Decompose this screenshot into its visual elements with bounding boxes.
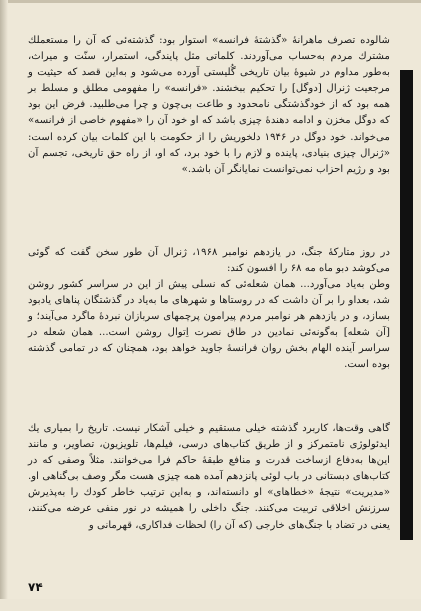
text-column bbox=[28, 33, 390, 611]
paragraph: در روز متارکهٔ جنگ، در یازدهم نوامبر ۱۹۶۸، ژنرال آن طور سخن گفت که گوئی می‌کوشد دبو ماه مه ۶۸ را افسون کند: bbox=[28, 247, 390, 275]
paragraph: گاهی وقت‌ها، کاربرد گذشته خیلی مستقیم و خیلی آشکار نیست. تاریخ را بمیاری یك ایدئولوژی نامتمرکز و از طریق کتاب‌های درسی، فیلم‌ها، تلویزیون، تصاویر، و مانند این‌ها به‌دفاع ازساخت قدرت و منافع طبقهٔ حاکم فرا می‌خوانند. مثلاً وصفی که در کتاب‌های دبستانی در باب لوئی پانزدهم آمده همه چیزی هست مگر وصف بی‌گناهی او. «مدیریت» نتیجهٔ «خطاهای» او دانسته‌اند، و به‌این ترتیب خاطر کودك را به‌پذیرش سرزنش اخلاقی تربیت می‌کنند. جنگ داخلی را همیشه در نور منفی عرضه می‌کنند، یعنی در تضاد با جنگ‌های خارجی (که آن را) لحظات فداکاری، قهرمانی و bbox=[28, 423, 390, 531]
page-number: ۷۴ bbox=[28, 580, 43, 594]
top-rule bbox=[0, 0, 421, 3]
margin-bar bbox=[400, 70, 413, 540]
block-quote: وطن به‌یاد می‌آورد... همان شعله‌ئی که نسلی پیش از این در سراسر کشور روشن شد، بعداو را بر آن داشت که در روستاها و شهرهای ما به‌یاد در گذشتگان پناهای یادبود بسازد، و در یازدهم هر نوامبر مردم پیرامون پرچمهای سربازان نبردهٔ ماگرد می‌آیند؛ و [آن شعله] به‌گونه‌ئی نمادین در طاق نصرت اِتوال روشن است... همان شعله در سراسر آینده الهام بخش روان فرانسهٔ جاوید خواهد بود، همچنان که در تمامی گذشته بوده است. bbox=[28, 279, 390, 371]
paragraph: شالوده تصرف ماهرانهٔ «گذشتهٔ فرانسه» استوار بود: گذشته‌ئی که آن را مستعملك مشترك مردم به‌حساب می‌آوردند. کلماتی مثل پایندگی، استمرار، سنّت و میراث، به‌طور مداوم در شیوهٔ بیان تاریخی گُلیستی آورده می‌شود و به‌این قصد که حیثیت و مرجعیت ژنرال [دوگل] را تحکیم ببخشند. «فرانسه» را مفهومی مطلق و مسلط بر همه بود که از خودگذشتگی نامحدود و طاعت بی‌چون و چرا می‌طلبید. فرض این بود که دوگل مخزن و ادامه دهندهٔ چیزی باشد که او خود آن را «مفهوم خاصی از فرانسه» می‌خواند. خود دوگل در ۱۹۴۶ دلخوریش را از حکومت با این کلمات بیان کرده است: «ژنرال چیزی بنیادی، پاینده و لازم را با خود برد، که او، از راه حق تاریخی، تجسم آن بود و رژیم احزاب نمی‌توانست نمایانگر آن باشد.» bbox=[28, 35, 391, 175]
spacer bbox=[28, 407, 390, 421]
binding-shadow bbox=[0, 0, 8, 599]
